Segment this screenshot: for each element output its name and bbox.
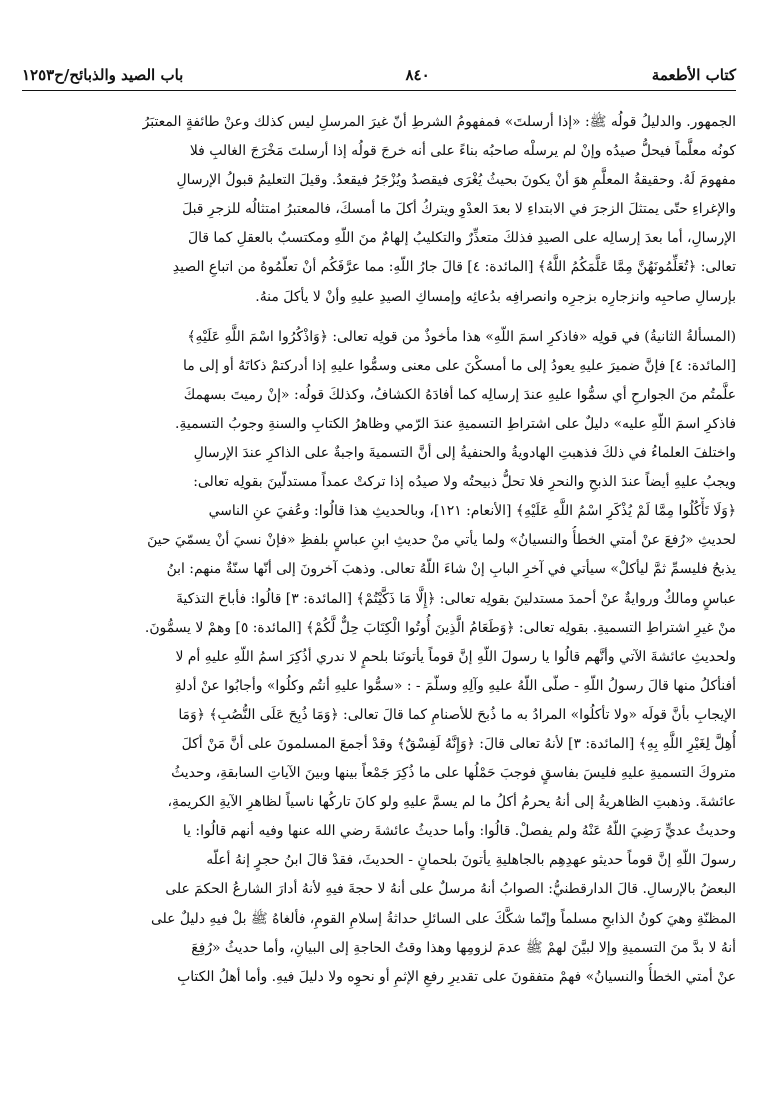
text-line: يذبحُ فليسمِّ ثمَّ ليأكلْ» سيأتي في آخرِ البابِ إنْ شاءَ اللّهُ تعالى. وذهبَ آخرونَ إلى أنّها سنّةٌ منهم: ابنُ bbox=[166, 561, 736, 578]
text-line: واختلفَ العلماءُ في ذلكَ فذهبتِ الهادويةُ والحنفيةُ إلى أنَّ التسميةَ واجبةٌ على الذاكرِ عندَ الإرسالِ bbox=[193, 445, 736, 462]
text-line: مفهومَ لَهُ. وحقيقةُ المعلَّمِ هوَ أنْ يكونَ بحيثُ يُغْرَى فيقصدُ ويُزْجَرُ فيقعدُ. وقيلَ التعليمُ قبولُ الإرسالِ bbox=[176, 172, 736, 189]
text-line: رسولَ اللّهِ إنَّ قوماً حديثو عهدِهِم بالجاهليةِ يأتونَ بلحمانٍ - الحديثَ، فقدْ قالَ ابنُ حجرٍ إنهُ أعلّه bbox=[206, 852, 736, 869]
text-line: والإغراءِ حتّى يمتثلَ الزجرَ في الابتداءِ لا بعدَ العدْوِ ويتركُ أكلَ ما أمسكَ، فالمعتبرُ امتثالُه للزجرِ قبلَ bbox=[182, 201, 736, 218]
text-line: ولحديثِ عائشةَ الآتي وأنَّهم قالُوا يا رسولَ اللّهِ إنَّ قوماً يأتونَنا بلحمٍ لا ندري أذُكِرَ اسمُ اللّهِ عليهِ أم لا bbox=[175, 648, 736, 665]
paragraph-2 bbox=[22, 323, 736, 992]
text-line: الإيجابِ بأنَّ قولَه «ولا تأكلُوا» المرادُ به ما ذُبحَ للأصنامِ كما قالَ تعالى: ﴿وَمَا ذُبِحَ عَلَى النُّصُبِ﴾ ﴿وَمَا bbox=[178, 706, 736, 723]
text-line: عنْ أمتي الخطأُ والنسيانُ» فهمْ متفقونَ على تقديرِ رفعِ الإثمِ أو نحوِه ولا دليلَ فيهِ. وأما أهلُ الكتابِ bbox=[177, 968, 736, 985]
text-line: الجمهور. والدليلُ قولُه ﷺ: «إذا أرسلتَ» فمفهومُ الشرطِ أنّ غيرَ المرسلِ ليس كذلك وعنْ طائفةٍ المعتبَرُ bbox=[142, 114, 736, 130]
text-line: بإرسالِ صاحبِه وانزجارِه بزجرِه وانصرافِه بدُعائِه وإمساكِ الصيدِ عليهِ وأنْ لا يأكلَ منهُ. bbox=[255, 288, 736, 305]
text-line: عائشةَ. وذهبتِ الظاهريةُ إلى أنهُ يحرمُ أكلُ ما لم يسمَّ عليهِ ولو كانَ تاركُها ناسياً لظاهرِ الآيةِ الكريمةِ، bbox=[167, 794, 736, 811]
text-line: الإرسالِ، أما بعدَ إرسالِه على الصيدِ فذلكَ متعذِّرٌ والتكليبُ إلهامٌ منَ اللّهِ ومكتسبٌ بالعقلِ كما قالَ bbox=[188, 230, 736, 247]
text-line: أُهِلَّ لِغَيْرِ اللَّهِ بِهِ﴾ [المائدة: ٣] لأنهُ تعالى قالَ: ﴿وَإِنَّهُ لَفِسْقٌ﴾ وقدْ أجمعَ المسلمونَ على أنَّ مَنْ أكلَ bbox=[181, 735, 736, 752]
text-line: أنهُ لا بدَّ منَ التسميةِ وإلا لبيَّنَ لهمْ ﷺ عدمَ لزومِها وهذا وقتُ الحاجةِ إلى البيانِ، وأما حديثُ «رُفِعَ bbox=[191, 939, 736, 956]
page-header bbox=[22, 60, 736, 91]
text-line: منْ غيرِ اشتراطِ التسميةِ. بقولِه تعالى: ﴿وَطَعَامُ الَّذِينَ أُوتُوا الْكِتَابَ حِلٌّ لَّكُمْ﴾ [المائدة: ٥] وهمْ لا يسمُّونَ. bbox=[144, 619, 736, 636]
chapter-title: باب الصيد والذبائح/ح١٢٥٣ bbox=[22, 66, 184, 84]
text-line: عباسٍ ومالكٌ وروايةٌ عنْ أحمدَ مستدلينَ بقولِه تعالى: ﴿إِلَّا مَا ذَكَّيْتُمْ﴾ [المائدة: ٣] قالُوا: فأباحَ التذكيةَ bbox=[175, 590, 736, 607]
text-line: لحديثِ «رُفعَ عنْ أمتي الخطأُ والنسيانُ» ولما يأتي منْ حديثِ ابنِ عباسٍ بلفظِ «فإنْ نسيَ أنْ يسمّيَ حينَ bbox=[147, 532, 736, 549]
text-line: ويجبُ عليهِ أيضاً عندَ الذبحِ والنحرِ فلا تحلُّ ذبيحتُه ولا صيدُه إذا تركتْ عمداً مستدلّينَ بقولِه تعالى: bbox=[193, 474, 736, 491]
text-line: (المسألةُ الثانيةُ) في قولِه «فاذكرِ اسمَ اللّهِ» هذا مأخوذٌ من قولِه تعالى: ﴿وَاذْكُرُوا اسْمَ اللَّهِ عَلَيْهِ﴾ bbox=[187, 328, 736, 345]
text-line: [المائدة: ٤] فإنَّ ضميرَ عليهِ يعودُ إلى ما أمسكْنَ على معنى وسمُّوا عليهِ إذا أدركتمْ ذكاتَهُ أو إلى ما bbox=[182, 357, 736, 374]
text-line: فاذكرِ اسمَ اللّهِ عليه» دليلٌ على اشتراطِ التسميةِ عندَ الرّمي وظاهرُ الكتابِ والسنةِ وجوبُ التسميةِ. bbox=[175, 415, 736, 432]
text-line: كونُه معلَّماً فيحلُّ صيدُه وإنْ لم يرسلْه صاحبُه بناءً على أنه خرجَ قولُه إذا أرسلتَ مَخْرَجَ الغالبِ فلا bbox=[189, 143, 736, 160]
page-number: ٨٤٠ bbox=[405, 66, 430, 84]
text-line: متروكَ التسميةِ عليهِ فليسَ بفاسقٍ فوجبَ حَمْلُها على ما ذُكِرَ جَمْعاً بينها وبينَ الآياتِ السابقةِ، وحديثُ bbox=[171, 765, 736, 782]
text-line: ﴿وَلَا تَأْكُلُوا مِمَّا لَمْ يُذْكَرِ اسْمُ اللَّهِ عَلَيْهِ﴾ [الأنعام: ١٢١]، وبالحديثِ هذا قالُوا: وعُفيَ عنِ الناسي bbox=[208, 503, 736, 520]
page-body bbox=[22, 108, 736, 992]
book-title: كتاب الأطعمة bbox=[651, 66, 736, 84]
text-line: تعالى: ﴿تُعَلِّمُونَهُنَّ مِمَّا عَلَّمَكُمُ اللَّهُ﴾ [المائدة: ٤] قالَ جارُ اللّهِ: مما عرَّفَكُم أنْ تعلّمُوهُ من اتباعِ الصيدِ bbox=[172, 259, 736, 276]
text-line: المظنّةِ وهيَ كونُ الذابحِ مسلماً وإنّما شكَّكَ على السائلِ حداثةُ إسلامِ القومِ، فألغاهُ ﷺ بلْ فيهِ دليلٌ على bbox=[150, 910, 736, 927]
paragraph-1 bbox=[22, 108, 736, 312]
text-line: أفنأكلُ منها قالَ رسولُ اللّهِ - صلّى اللّهُ عليهِ وآلِهِ وسلّمَ - : «سمُّوا عليهِ أنتُم وكلُوا» وأجابُوا عنْ أدلةِ bbox=[174, 677, 736, 694]
text-line: البعضُ بالإرسالِ. قالَ الدارقطنيُّ: الصوابُ أنهُ مرسلٌ على أنهُ لا حجةَ فيهِ لأنهُ أدارَ الشارعُ الحكمَ على bbox=[165, 881, 736, 898]
text-line: وحديثُ عديٍّ رَضِيَ اللّهُ عَنْهُ ولم يفصلْ. قالُوا: وأما حديثُ عائشةَ رضي الله عنها وفيه أنهم قالُوا: يا bbox=[182, 823, 736, 840]
text-line: علَّمتُم منَ الجوارحِ أي سمُّوا عليهِ عندَ إرسالِه كما أفادَهُ الكشافُ، وكذلكَ قولُه: «إنْ رميتَ بسهمكَ bbox=[183, 386, 736, 403]
